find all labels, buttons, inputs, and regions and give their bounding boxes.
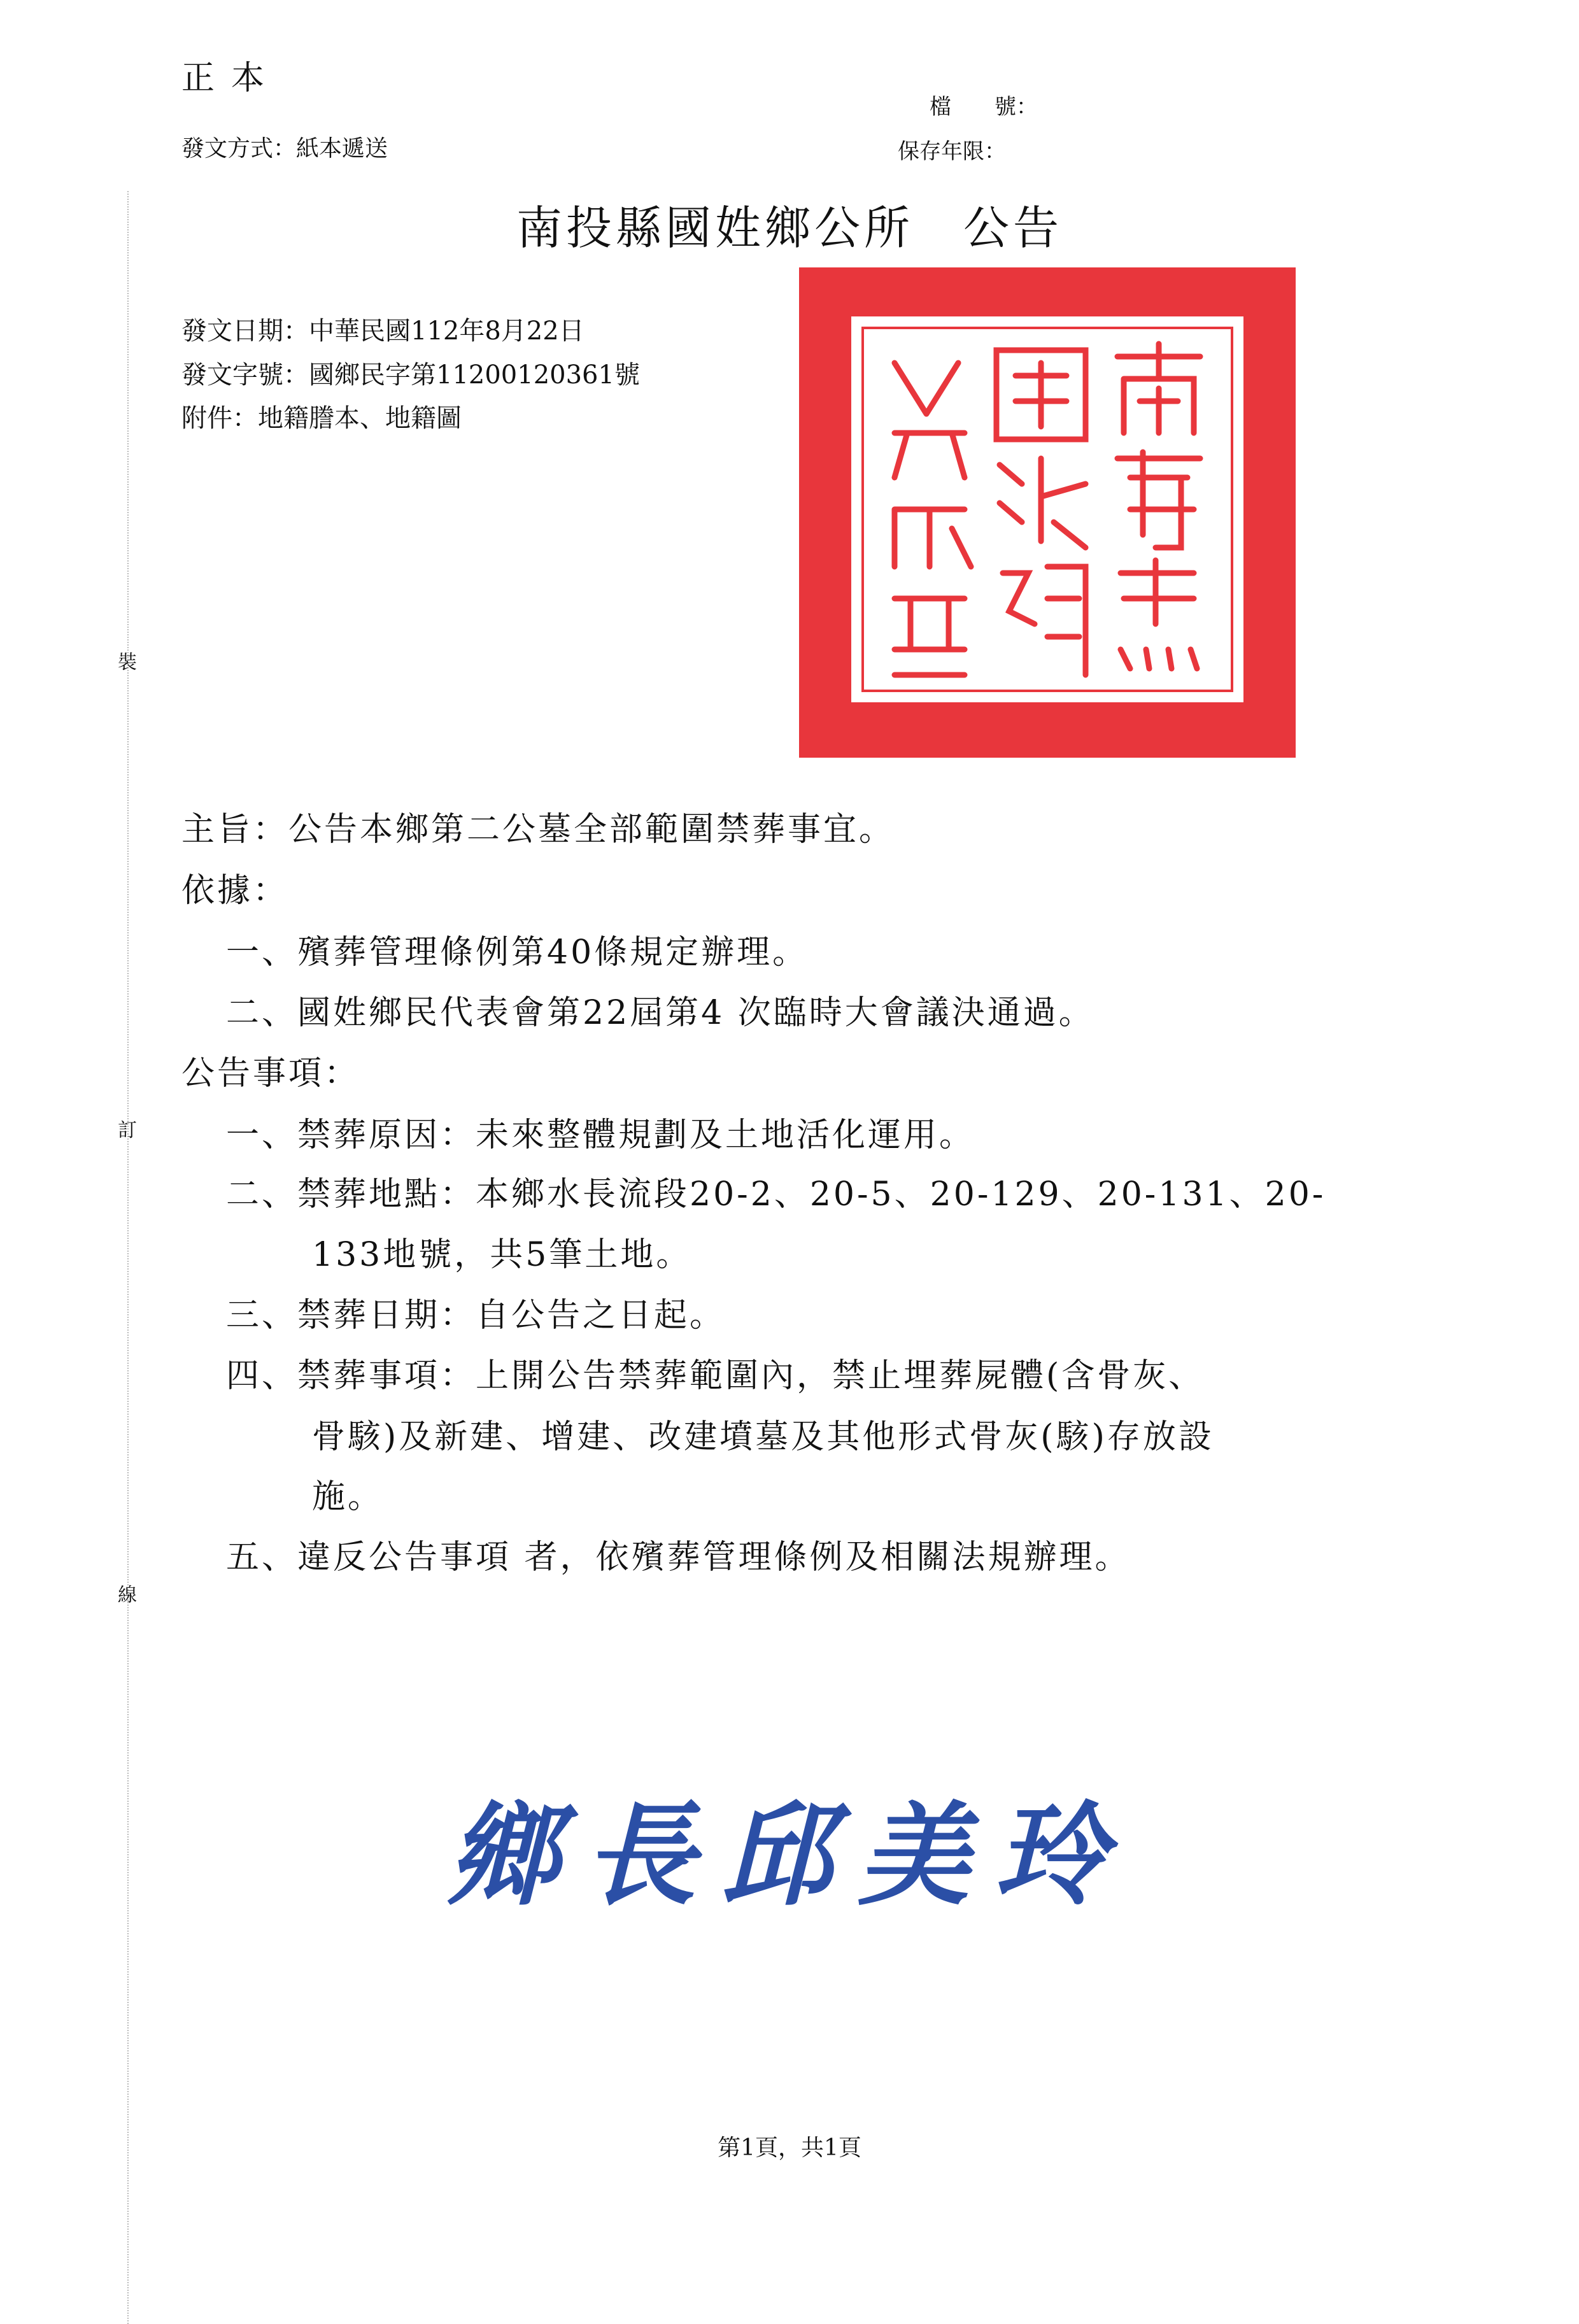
- notice-item-4: 四、禁葬事項：上開公告禁葬範圍內，禁止埋葬屍體(含骨灰、: [226, 1357, 1205, 1395]
- notice-item-1: 一、禁葬原因：未來整體規劃及土地活化運用。: [226, 1116, 975, 1154]
- notice-heading: 公告事項：: [181, 1054, 360, 1093]
- seal-graphic: [799, 267, 1296, 758]
- send-method: 發文方式：紙本遞送: [181, 136, 388, 162]
- page-title: 南投縣國姓鄉公所 公告: [516, 201, 1063, 255]
- binding-line: [127, 191, 129, 2324]
- notice-item-2-continued: 133地號，共5筆土地。: [312, 1236, 692, 1274]
- binding-mark-xian: 線: [118, 1584, 137, 1606]
- retention-period-label: 保存年限：: [898, 139, 1006, 164]
- file-number-label: 檔 號：: [930, 94, 1038, 120]
- subject-line: 主旨：公告本鄉第二公墓全部範圍禁葬事宜。: [181, 811, 895, 849]
- notice-item-2: 二、禁葬地點：本鄉水長流段20-2、20-5、20-129、20-131、20-: [226, 1175, 1326, 1214]
- basis-item-2: 二、國姓鄉民代表會第22屆第4 次臨時大會議決通過。: [226, 994, 1094, 1032]
- official-seal: [799, 267, 1296, 758]
- binding-mark-zhuang: 裝: [118, 651, 137, 674]
- notice-item-4-continued: 骨駭)及新建、增建、改建墳墓及其他形式骨灰(駭)存放設: [312, 1418, 1214, 1456]
- notice-item-5: 五、違反公告事項 者，依殯葬管理條例及相關法規辦理。: [226, 1538, 1131, 1576]
- binding-mark-ding: 訂: [118, 1119, 137, 1142]
- notice-item-4-end: 施。: [312, 1478, 384, 1516]
- notice-item-3: 三、禁葬日期：自公告之日起。: [226, 1296, 726, 1335]
- document-number: 發文字號：國鄉民字第11200120361號: [181, 360, 640, 390]
- basis-item-1: 一、殯葬管理條例第40條規定辦理。: [226, 933, 809, 972]
- mayor-signature: 鄉長邱美玲: [447, 1790, 1132, 1921]
- attachments: 附件：地籍謄本、地籍圖: [181, 404, 462, 433]
- basis-heading: 依據：: [181, 872, 289, 910]
- issue-date: 發文日期：中華民國112年8月22日: [181, 316, 584, 346]
- page-number: 第1頁，共1頁: [718, 2135, 861, 2161]
- copy-mark: 正本: [181, 59, 281, 97]
